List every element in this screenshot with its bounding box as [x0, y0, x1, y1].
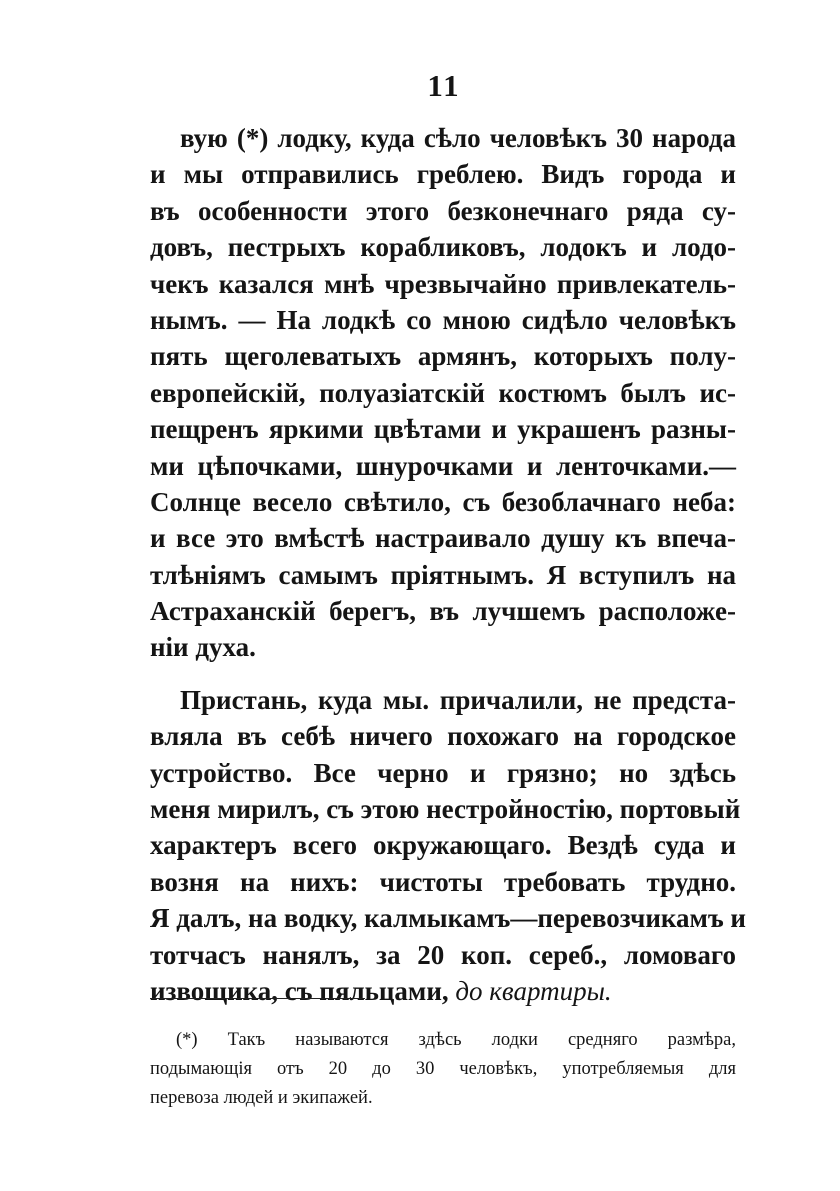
line-text: чекъ казался мнѣ чрезвычайно привлекатель- [150, 268, 736, 299]
footnote-line: (*) Такъ называются здѣсь лодки средняго размѣра, [176, 1030, 736, 1050]
footnote-separator [150, 998, 365, 999]
text-line [150, 302, 736, 338]
body-text [150, 120, 746, 1009]
text-line [150, 193, 736, 229]
footnote-line: перевоза людей и экипажей. [150, 1088, 373, 1108]
line-text: тотчасъ нанялъ, за 20 коп. сереб., ломоваго [150, 939, 736, 970]
footnote-line: подымающія отъ 20 до 30 человѣкъ, употребляемыя для [150, 1059, 736, 1079]
text-line [150, 484, 736, 520]
emphasized-text: до квартиры. [455, 975, 612, 1006]
text-line [150, 864, 736, 900]
line-text: Астраханскій берегъ, въ лучшемъ расположе- [150, 596, 736, 627]
text-line [150, 629, 736, 665]
line-text: и все это вмѣстѣ настраивало душу къ впеча- [150, 523, 736, 554]
text-line [150, 448, 736, 484]
line-text: ми цѣпочками, шнурочками и ленточками.— [150, 450, 736, 481]
text-line [150, 120, 736, 156]
text-line [150, 682, 736, 718]
line-text: меня мирилъ, съ этою нестройностію, портовый [150, 794, 741, 825]
text-line [150, 229, 736, 265]
line-text: и мы отправились греблею. Видъ города и [150, 159, 736, 190]
line-text: вую (*) лодку, куда сѣло человѣкъ 30 народа [180, 123, 736, 153]
text-line [150, 266, 736, 302]
line-text: ніи духа. [150, 632, 256, 663]
line-text: нымъ. — На лодкѣ со мною сидѣло человѣкъ [150, 304, 736, 335]
text-line [150, 937, 736, 973]
text-line [150, 791, 741, 827]
paragraph [150, 682, 746, 1010]
paragraph [150, 120, 736, 666]
line-text: Я далъ, на водку, калмыкамъ—перевозчикамъ и [150, 903, 746, 934]
line-text: Солнце весело свѣтило, съ безоблачнаго неба: [150, 486, 736, 517]
text-line [150, 973, 736, 1009]
line-text: пять щеголеватыхъ армянъ, которыхъ полу- [150, 341, 736, 372]
text-line [150, 375, 736, 411]
text-line [150, 156, 736, 192]
footnote [150, 1026, 736, 1113]
line-text: Пристань, куда мы. причалили, не предста- [180, 684, 736, 715]
text-line [150, 718, 736, 754]
text-line [150, 827, 736, 863]
text-line [150, 593, 736, 629]
text-line [150, 338, 736, 374]
line-text: извощика, съ пяльцами, [150, 975, 456, 1006]
page-number: 11 [427, 68, 461, 103]
line-text: европейскій, полуазіатскій костюмъ былъ ис- [150, 377, 736, 408]
line-text: характеръ всего окружающаго. Вездѣ суда и [150, 830, 736, 861]
line-text: пещренъ яркими цвѣтами и украшенъ разны- [150, 414, 736, 445]
line-text: вляла въ себѣ ничего похожаго на городское [150, 721, 736, 752]
line-text: тлѣніямъ самымъ пріятнымъ. Я вступилъ на [150, 559, 736, 590]
text-line [150, 900, 746, 936]
line-text: возня на нихъ: чистоты требовать трудно. [150, 866, 736, 897]
line-text: устройство. Все черно и грязно; но здѣсь [150, 757, 736, 788]
text-line [150, 755, 736, 791]
text-line [150, 557, 736, 593]
text-line [150, 411, 736, 447]
line-text: въ особенности этого безконечнаго ряда су- [150, 195, 736, 226]
text-line [150, 520, 736, 556]
line-text: довъ, пестрыхъ корабликовъ, лодокъ и лодо- [150, 232, 736, 263]
